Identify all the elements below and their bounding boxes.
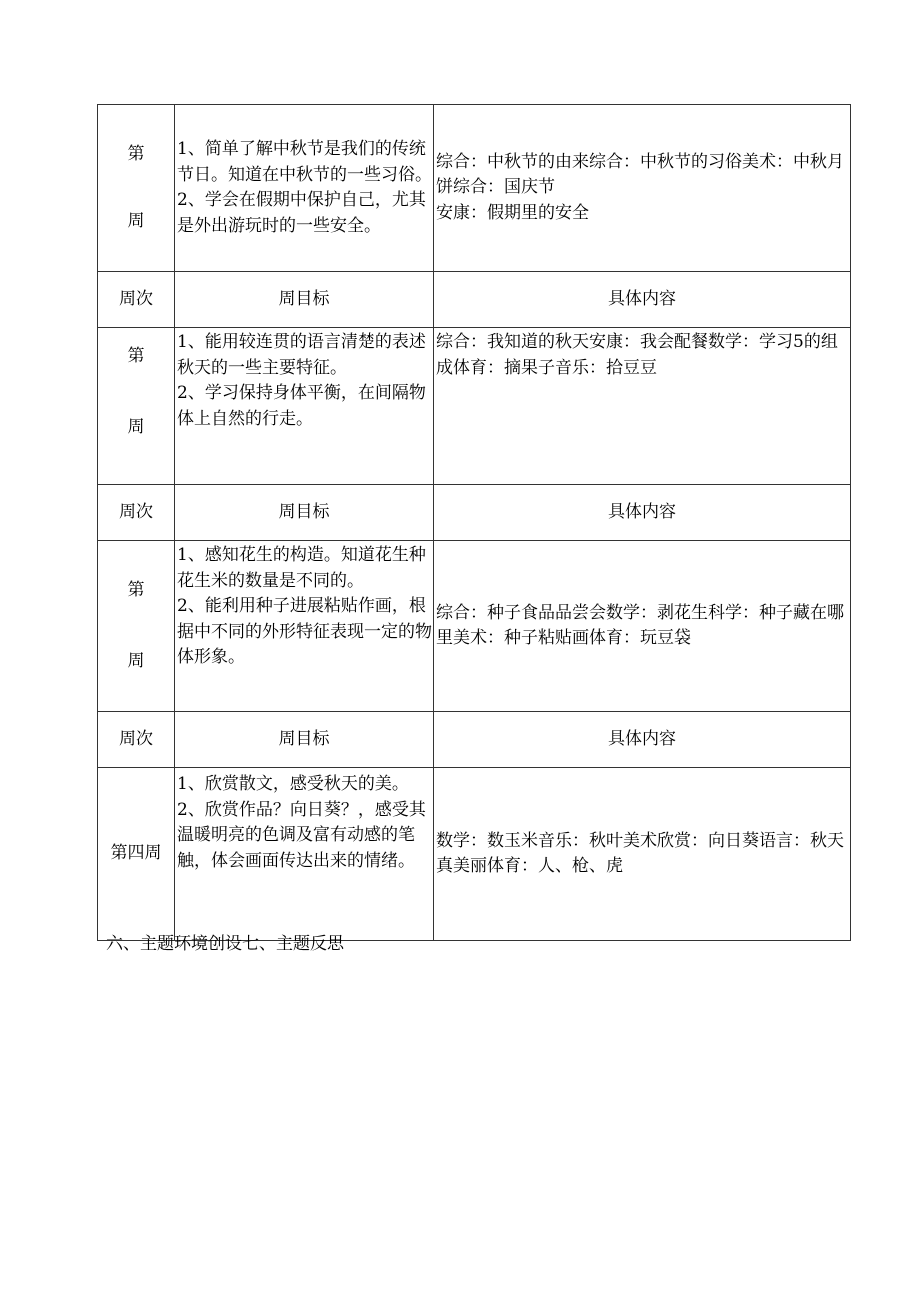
week-goal-cell xyxy=(175,768,434,941)
header-goal: 周目标 xyxy=(175,485,434,541)
header-content: 具体内容 xyxy=(434,485,851,541)
section-heading-line: 六、主题环境创设七、主题反思 xyxy=(106,934,344,954)
table-row xyxy=(98,105,851,272)
goal-item: 2、学会在假期中保护自己，尤其是外出游玩时的一些安全。 xyxy=(177,190,426,236)
table-row xyxy=(98,541,851,712)
table-header-row xyxy=(98,272,851,328)
week-label-cell xyxy=(98,328,175,485)
content-item: 综合：种子食品品尝会数学：剥花生科学：种子藏在哪里美术：种子粘贴画体育：玩豆袋 xyxy=(436,602,844,648)
goal-item: 2、学习保持身体平衡，在间隔物体上自然的行走。 xyxy=(177,383,426,429)
week-label-cell xyxy=(98,541,175,712)
content-item: 安康：假期里的安全 xyxy=(436,202,589,223)
week-label: 第四周 xyxy=(110,843,162,864)
header-week: 周次 xyxy=(98,485,175,541)
week-label-cell xyxy=(98,768,175,941)
week-content-cell xyxy=(434,105,851,272)
content-item: 综合：我知道的秋天安康：我会配餐数学：学习5的组成体育：摘果子音乐：拾豆豆 xyxy=(436,332,838,378)
content-item: 数学：数玉米音乐：秋叶美术欣赏：向日葵语言：秋天真美丽体育：人、枪、虎 xyxy=(436,830,844,876)
week-label-top: 第 xyxy=(127,580,145,600)
header-goal: 周目标 xyxy=(175,272,434,328)
week-goal-cell xyxy=(175,541,434,712)
weekly-plan-table xyxy=(97,104,851,941)
table-row xyxy=(98,328,851,485)
goal-item: 2、能利用种子进展粘贴作画，根据中不同的外形特征表现一定的物体形象。 xyxy=(177,596,432,667)
header-week: 周次 xyxy=(98,272,175,328)
goal-item: 1、欣赏散文，感受秋天的美。 xyxy=(177,774,409,794)
week-label-top: 第 xyxy=(127,143,145,164)
goal-item: 1、简单了解中秋节是我们的传统节日。知道在中秋节的一些习俗。 xyxy=(177,139,432,185)
week-label-bottom: 周 xyxy=(127,416,145,437)
header-content: 具体内容 xyxy=(434,272,851,328)
header-content: 具体内容 xyxy=(434,712,851,768)
week-label-top: 第 xyxy=(127,346,145,366)
table-header-row xyxy=(98,712,851,768)
week-goal-cell xyxy=(175,105,434,272)
goal-item: 1、感知花生的构造。知道花生种花生米的数量是不同的。 xyxy=(177,545,426,591)
week-label-bottom: 周 xyxy=(127,211,145,231)
week-content-cell xyxy=(434,328,851,485)
table-row xyxy=(98,768,851,941)
week-label-cell xyxy=(98,105,175,272)
week-content-cell xyxy=(434,541,851,712)
table-header-row xyxy=(98,485,851,541)
content-item: 综合：中秋节的由来综合：中秋节的习俗美术：中秋月饼综合：国庆节 xyxy=(436,151,844,198)
goal-item: 2、欣赏作品？向日葵？，感受其温暖明亮的色调及富有动感的笔触，体会画面传达出来的情绪。 xyxy=(177,799,426,871)
week-label-bottom: 周 xyxy=(127,650,145,671)
week-content-cell xyxy=(434,768,851,941)
header-goal: 周目标 xyxy=(175,712,434,768)
goal-item: 1、能用较连贯的语言清楚的表述秋天的一些主要特征。 xyxy=(177,332,426,378)
week-goal-cell xyxy=(175,328,434,485)
header-week: 周次 xyxy=(98,712,175,768)
